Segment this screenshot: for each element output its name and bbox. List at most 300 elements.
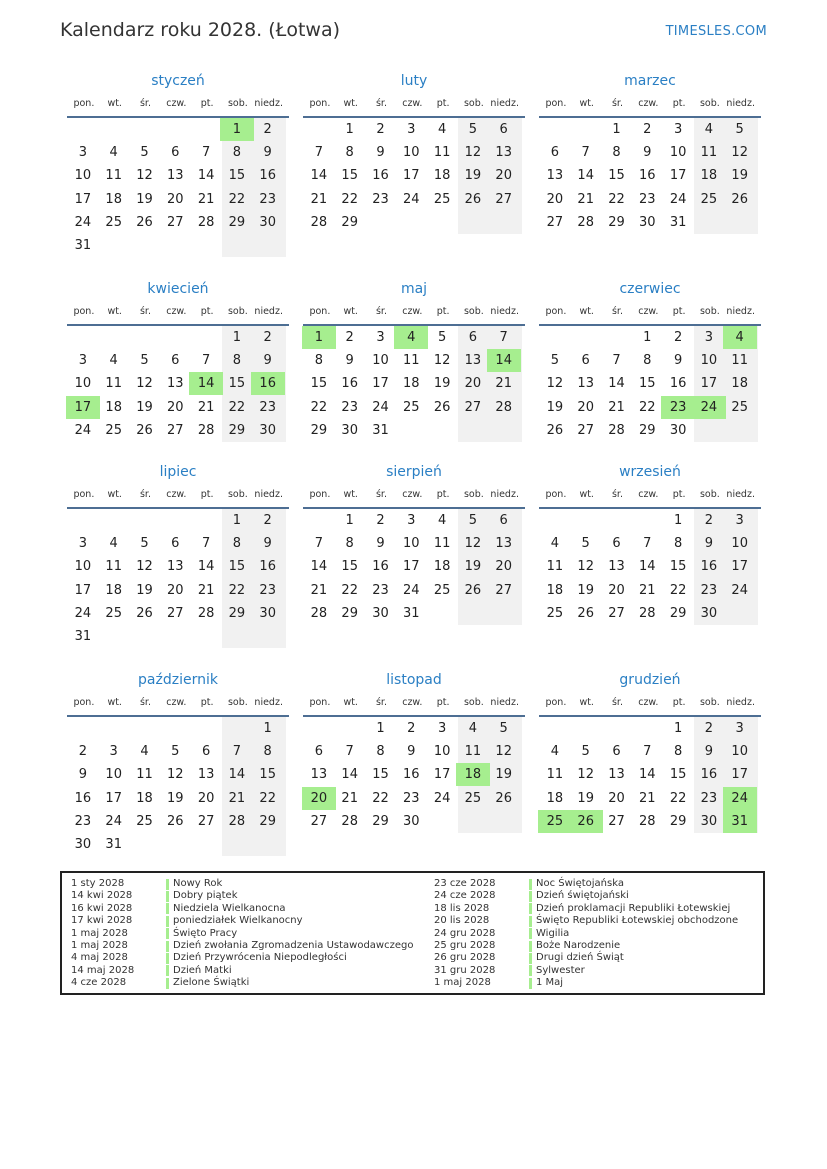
day-cell[interactable]: 21 — [495, 376, 512, 392]
day-cell[interactable]: 22 — [310, 399, 328, 415]
day-cell[interactable]: 18 — [731, 376, 748, 392]
day-cell[interactable]: 1 — [232, 513, 242, 528]
day-cell[interactable]: 12 — [167, 767, 184, 783]
day-cell[interactable]: 6 — [612, 744, 621, 760]
day-cell[interactable]: 7 — [643, 744, 652, 760]
day-cell[interactable]: 6 — [171, 353, 180, 369]
day-cell[interactable]: 27 — [546, 214, 564, 230]
day-cell[interactable]: 19 — [136, 191, 153, 207]
day-cell[interactable]: 4 — [550, 744, 560, 760]
day-cell[interactable]: 20 — [608, 790, 625, 806]
day-cell[interactable]: 2 — [376, 513, 385, 528]
day-cell[interactable]: 11 — [403, 353, 420, 369]
day-cell[interactable]: 27 — [167, 422, 184, 438]
day-cell[interactable]: 8 — [232, 353, 242, 369]
day-cell[interactable]: 26 — [433, 399, 451, 415]
day-cell[interactable]: 30 — [259, 605, 276, 621]
day-cell[interactable]: 27 — [608, 605, 625, 621]
day-cell[interactable]: 5 — [171, 744, 180, 760]
day-cell[interactable]: 23 — [372, 191, 389, 207]
holiday-day-cell[interactable]: 17 — [66, 396, 100, 419]
day-cell[interactable]: 26 — [464, 191, 482, 207]
day-cell[interactable]: 20 — [197, 790, 215, 806]
day-cell[interactable]: 9 — [263, 353, 272, 369]
day-cell[interactable]: 20 — [167, 191, 184, 207]
day-cell[interactable]: 24 — [403, 582, 420, 598]
day-cell[interactable]: 16 — [372, 559, 389, 575]
day-cell[interactable]: 29 — [341, 214, 358, 230]
holiday-day-cell[interactable]: 14 — [189, 372, 223, 395]
day-cell[interactable]: 22 — [669, 790, 687, 806]
day-cell[interactable]: 11 — [546, 559, 564, 575]
day-cell[interactable]: 10 — [372, 353, 389, 369]
day-cell[interactable]: 24 — [731, 582, 748, 598]
day-cell[interactable]: 16 — [259, 559, 276, 575]
day-cell[interactable]: 14 — [639, 767, 656, 783]
day-cell[interactable]: 10 — [700, 353, 718, 369]
holiday-day-cell[interactable]: 20 — [302, 787, 336, 810]
day-cell[interactable]: 9 — [263, 145, 272, 161]
day-cell[interactable]: 23 — [700, 582, 718, 598]
day-cell[interactable]: 20 — [495, 559, 512, 575]
day-cell[interactable]: 1 — [345, 122, 354, 137]
day-cell[interactable]: 28 — [197, 422, 215, 438]
day-cell[interactable]: 17 — [669, 168, 687, 184]
day-cell[interactable]: 28 — [197, 605, 215, 621]
day-cell[interactable]: 7 — [499, 330, 508, 345]
day-cell[interactable]: 30 — [700, 605, 718, 621]
day-cell[interactable]: 23 — [74, 813, 92, 829]
day-cell[interactable]: 11 — [433, 145, 451, 161]
day-cell[interactable]: 30 — [403, 813, 420, 829]
day-cell[interactable]: 4 — [109, 353, 118, 369]
day-cell[interactable]: 7 — [345, 744, 354, 760]
day-cell[interactable]: 25 — [433, 582, 451, 598]
day-cell[interactable]: 1 — [232, 330, 242, 345]
day-cell[interactable]: 19 — [433, 376, 451, 392]
day-cell[interactable]: 8 — [345, 536, 354, 552]
day-cell[interactable]: 15 — [372, 767, 389, 783]
day-cell[interactable]: 2 — [263, 122, 272, 137]
day-cell[interactable]: 19 — [577, 790, 594, 806]
day-cell[interactable]: 17 — [74, 191, 92, 207]
day-cell[interactable]: 15 — [341, 559, 358, 575]
day-cell[interactable]: 31 — [74, 629, 92, 644]
day-cell[interactable]: 9 — [673, 353, 683, 369]
day-cell[interactable]: 10 — [731, 536, 748, 552]
day-cell[interactable]: 3 — [78, 536, 88, 552]
day-cell[interactable]: 1 — [673, 721, 683, 736]
holiday-day-cell[interactable]: 18 — [456, 763, 490, 786]
day-cell[interactable]: 20 — [167, 399, 184, 415]
day-cell[interactable]: 9 — [643, 145, 652, 161]
day-cell[interactable]: 19 — [167, 790, 184, 806]
day-cell[interactable]: 20 — [167, 582, 184, 598]
day-cell[interactable]: 5 — [437, 330, 447, 345]
day-cell[interactable]: 29 — [608, 214, 625, 230]
day-cell[interactable]: 15 — [341, 168, 358, 184]
day-cell[interactable]: 11 — [105, 376, 122, 392]
day-cell[interactable]: 19 — [136, 582, 153, 598]
day-cell[interactable]: 30 — [372, 605, 389, 621]
day-cell[interactable]: 3 — [376, 330, 385, 345]
day-cell[interactable]: 4 — [140, 744, 149, 760]
day-cell[interactable]: 5 — [140, 353, 149, 369]
holiday-day-cell[interactable]: 23 — [661, 396, 695, 419]
day-cell[interactable]: 16 — [372, 168, 389, 184]
day-cell[interactable]: 16 — [700, 767, 718, 783]
day-cell[interactable]: 8 — [673, 744, 683, 760]
day-cell[interactable]: 16 — [639, 168, 656, 184]
day-cell[interactable]: 6 — [499, 513, 508, 528]
day-cell[interactable]: 5 — [468, 513, 478, 528]
day-cell[interactable]: 5 — [581, 536, 590, 552]
day-cell[interactable]: 19 — [577, 582, 594, 598]
day-cell[interactable]: 26 — [136, 605, 153, 621]
day-cell[interactable]: 18 — [136, 790, 153, 806]
day-cell[interactable]: 3 — [407, 513, 416, 528]
day-cell[interactable]: 13 — [495, 536, 512, 552]
day-cell[interactable]: 4 — [550, 536, 560, 552]
day-cell[interactable]: 2 — [376, 122, 385, 137]
day-cell[interactable]: 14 — [608, 376, 625, 392]
day-cell[interactable]: 13 — [167, 168, 184, 184]
day-cell[interactable]: 5 — [140, 145, 149, 161]
day-cell[interactable]: 3 — [704, 330, 714, 345]
day-cell[interactable]: 11 — [136, 767, 153, 783]
day-cell[interactable]: 13 — [167, 376, 184, 392]
day-cell[interactable]: 21 — [341, 790, 358, 806]
day-cell[interactable]: 3 — [735, 513, 744, 528]
day-cell[interactable]: 10 — [74, 559, 92, 575]
day-cell[interactable]: 23 — [639, 191, 656, 207]
day-cell[interactable]: 30 — [341, 422, 358, 438]
day-cell[interactable]: 24 — [433, 790, 451, 806]
day-cell[interactable]: 23 — [341, 399, 358, 415]
day-cell[interactable]: 11 — [731, 353, 748, 369]
day-cell[interactable]: 6 — [581, 353, 590, 369]
day-cell[interactable]: 7 — [232, 744, 242, 760]
day-cell[interactable]: 31 — [372, 422, 389, 438]
day-cell[interactable]: 23 — [259, 191, 276, 207]
day-cell[interactable]: 17 — [403, 559, 420, 575]
day-cell[interactable]: 2 — [263, 330, 272, 345]
day-cell[interactable]: 24 — [74, 422, 92, 438]
day-cell[interactable]: 1 — [612, 122, 621, 137]
day-cell[interactable]: 10 — [433, 744, 451, 760]
day-cell[interactable]: 11 — [700, 145, 718, 161]
day-cell[interactable]: 10 — [403, 145, 420, 161]
day-cell[interactable]: 19 — [136, 399, 153, 415]
day-cell[interactable]: 29 — [228, 605, 246, 621]
day-cell[interactable]: 20 — [464, 376, 482, 392]
day-cell[interactable]: 16 — [341, 376, 358, 392]
day-cell[interactable]: 15 — [639, 376, 656, 392]
day-cell[interactable]: 30 — [74, 837, 92, 852]
day-cell[interactable]: 24 — [403, 191, 420, 207]
day-cell[interactable]: 18 — [105, 191, 122, 207]
day-cell[interactable]: 19 — [464, 168, 482, 184]
brand-logo[interactable]: TIMESLES.COM — [665, 24, 767, 39]
day-cell[interactable]: 31 — [74, 238, 92, 253]
day-cell[interactable]: 4 — [109, 536, 118, 552]
day-cell[interactable]: 12 — [546, 376, 564, 392]
day-cell[interactable]: 22 — [228, 399, 246, 415]
day-cell[interactable]: 30 — [669, 422, 687, 438]
day-cell[interactable]: 16 — [700, 559, 718, 575]
day-cell[interactable]: 7 — [201, 536, 211, 552]
day-cell[interactable]: 21 — [228, 790, 246, 806]
day-cell[interactable]: 22 — [608, 191, 625, 207]
day-cell[interactable]: 31 — [105, 837, 122, 852]
day-cell[interactable]: 12 — [433, 353, 451, 369]
day-cell[interactable]: 8 — [232, 145, 242, 161]
day-cell[interactable]: 11 — [105, 168, 122, 184]
day-cell[interactable]: 30 — [700, 813, 718, 829]
day-cell[interactable]: 30 — [639, 214, 656, 230]
day-cell[interactable]: 2 — [407, 721, 416, 736]
day-cell[interactable]: 5 — [550, 353, 560, 369]
day-cell[interactable]: 30 — [259, 214, 276, 230]
day-cell[interactable]: 28 — [310, 605, 328, 621]
holiday-day-cell[interactable]: 31 — [723, 810, 757, 833]
day-cell[interactable]: 10 — [731, 744, 748, 760]
day-cell[interactable]: 26 — [546, 422, 564, 438]
day-cell[interactable]: 7 — [201, 145, 211, 161]
day-cell[interactable]: 28 — [310, 214, 328, 230]
day-cell[interactable]: 18 — [433, 168, 451, 184]
day-cell[interactable]: 15 — [228, 168, 246, 184]
day-cell[interactable]: 2 — [643, 122, 652, 137]
day-cell[interactable]: 18 — [105, 399, 122, 415]
day-cell[interactable]: 15 — [669, 559, 687, 575]
day-cell[interactable]: 26 — [136, 422, 153, 438]
day-cell[interactable]: 9 — [263, 536, 272, 552]
day-cell[interactable]: 18 — [433, 559, 451, 575]
day-cell[interactable]: 11 — [546, 767, 564, 783]
day-cell[interactable]: 23 — [259, 399, 276, 415]
day-cell[interactable]: 22 — [259, 790, 276, 806]
day-cell[interactable]: 27 — [577, 422, 594, 438]
day-cell[interactable]: 24 — [105, 813, 122, 829]
day-cell[interactable]: 3 — [78, 353, 88, 369]
day-cell[interactable]: 15 — [669, 767, 687, 783]
day-cell[interactable]: 16 — [74, 790, 92, 806]
day-cell[interactable]: 2 — [345, 330, 354, 345]
day-cell[interactable]: 2 — [673, 330, 683, 345]
day-cell[interactable]: 14 — [197, 559, 215, 575]
day-cell[interactable]: 4 — [109, 145, 118, 161]
day-cell[interactable]: 12 — [136, 168, 153, 184]
holiday-day-cell[interactable]: 14 — [487, 349, 521, 372]
day-cell[interactable]: 17 — [700, 376, 718, 392]
day-cell[interactable]: 17 — [433, 767, 451, 783]
day-cell[interactable]: 3 — [109, 744, 118, 760]
day-cell[interactable]: 29 — [639, 422, 656, 438]
day-cell[interactable]: 29 — [259, 813, 276, 829]
day-cell[interactable]: 21 — [197, 582, 215, 598]
day-cell[interactable]: 27 — [495, 582, 512, 598]
day-cell[interactable]: 23 — [372, 582, 389, 598]
day-cell[interactable]: 27 — [495, 191, 512, 207]
day-cell[interactable]: 22 — [341, 191, 358, 207]
day-cell[interactable]: 9 — [345, 353, 354, 369]
day-cell[interactable]: 5 — [468, 122, 478, 137]
day-cell[interactable]: 23 — [700, 790, 718, 806]
day-cell[interactable]: 22 — [372, 790, 389, 806]
day-cell[interactable]: 14 — [228, 767, 246, 783]
day-cell[interactable]: 24 — [74, 605, 92, 621]
day-cell[interactable]: 5 — [499, 721, 508, 736]
day-cell[interactable]: 4 — [468, 721, 478, 736]
day-cell[interactable]: 20 — [608, 582, 625, 598]
day-cell[interactable]: 24 — [74, 214, 92, 230]
day-cell[interactable]: 25 — [731, 399, 748, 415]
day-cell[interactable]: 6 — [171, 536, 180, 552]
day-cell[interactable]: 6 — [314, 744, 324, 760]
day-cell[interactable]: 17 — [74, 582, 92, 598]
day-cell[interactable]: 8 — [314, 353, 324, 369]
day-cell[interactable]: 15 — [228, 559, 246, 575]
day-cell[interactable]: 25 — [403, 399, 420, 415]
day-cell[interactable]: 17 — [731, 767, 748, 783]
day-cell[interactable]: 3 — [78, 145, 88, 161]
day-cell[interactable]: 21 — [197, 191, 215, 207]
day-cell[interactable]: 26 — [136, 214, 153, 230]
day-cell[interactable]: 15 — [310, 376, 328, 392]
day-cell[interactable]: 21 — [310, 582, 328, 598]
holiday-day-cell[interactable]: 16 — [251, 372, 285, 395]
day-cell[interactable]: 27 — [167, 214, 184, 230]
holiday-day-cell[interactable]: 24 — [692, 396, 726, 419]
day-cell[interactable]: 20 — [495, 168, 512, 184]
day-cell[interactable]: 18 — [546, 790, 564, 806]
day-cell[interactable]: 20 — [577, 399, 594, 415]
day-cell[interactable]: 5 — [735, 122, 744, 137]
day-cell[interactable]: 10 — [403, 536, 420, 552]
day-cell[interactable]: 10 — [105, 767, 122, 783]
day-cell[interactable]: 15 — [608, 168, 625, 184]
day-cell[interactable]: 13 — [167, 559, 184, 575]
day-cell[interactable]: 28 — [495, 399, 512, 415]
day-cell[interactable]: 6 — [468, 330, 478, 345]
day-cell[interactable]: 18 — [105, 582, 122, 598]
day-cell[interactable]: 26 — [464, 582, 482, 598]
day-cell[interactable]: 26 — [731, 191, 748, 207]
day-cell[interactable]: 13 — [197, 767, 215, 783]
day-cell[interactable]: 7 — [581, 145, 590, 161]
day-cell[interactable]: 29 — [228, 214, 246, 230]
day-cell[interactable]: 29 — [341, 605, 358, 621]
day-cell[interactable]: 25 — [700, 191, 718, 207]
day-cell[interactable]: 12 — [136, 559, 153, 575]
day-cell[interactable]: 21 — [639, 582, 656, 598]
day-cell[interactable]: 17 — [372, 376, 389, 392]
day-cell[interactable]: 29 — [372, 813, 389, 829]
day-cell[interactable]: 10 — [74, 376, 92, 392]
day-cell[interactable]: 14 — [577, 168, 594, 184]
holiday-day-cell[interactable]: 1 — [302, 326, 336, 349]
day-cell[interactable]: 12 — [464, 536, 482, 552]
day-cell[interactable]: 2 — [704, 721, 714, 736]
day-cell[interactable]: 27 — [310, 813, 328, 829]
day-cell[interactable]: 26 — [577, 605, 594, 621]
day-cell[interactable]: 9 — [78, 767, 88, 783]
day-cell[interactable]: 26 — [495, 790, 512, 806]
day-cell[interactable]: 9 — [704, 744, 714, 760]
day-cell[interactable]: 7 — [612, 353, 621, 369]
day-cell[interactable]: 9 — [376, 536, 385, 552]
day-cell[interactable]: 28 — [639, 605, 656, 621]
day-cell[interactable]: 13 — [608, 559, 625, 575]
day-cell[interactable]: 11 — [464, 744, 482, 760]
day-cell[interactable]: 21 — [310, 191, 328, 207]
day-cell[interactable]: 29 — [669, 813, 687, 829]
day-cell[interactable]: 7 — [643, 536, 652, 552]
day-cell[interactable]: 21 — [639, 790, 656, 806]
day-cell[interactable]: 21 — [197, 399, 215, 415]
day-cell[interactable]: 23 — [403, 790, 420, 806]
day-cell[interactable]: 28 — [197, 214, 215, 230]
day-cell[interactable]: 28 — [341, 813, 358, 829]
day-cell[interactable]: 8 — [345, 145, 354, 161]
day-cell[interactable]: 17 — [403, 168, 420, 184]
day-cell[interactable]: 25 — [464, 790, 482, 806]
day-cell[interactable]: 10 — [669, 145, 687, 161]
day-cell[interactable]: 21 — [608, 399, 625, 415]
day-cell[interactable]: 22 — [228, 582, 246, 598]
day-cell[interactable]: 19 — [731, 168, 748, 184]
day-cell[interactable]: 24 — [372, 399, 389, 415]
day-cell[interactable]: 27 — [464, 399, 482, 415]
day-cell[interactable]: 1 — [643, 330, 652, 345]
day-cell[interactable]: 3 — [735, 721, 744, 736]
day-cell[interactable]: 12 — [495, 744, 512, 760]
day-cell[interactable]: 12 — [731, 145, 748, 161]
day-cell[interactable]: 13 — [464, 353, 482, 369]
day-cell[interactable]: 19 — [495, 767, 512, 783]
day-cell[interactable]: 1 — [376, 721, 385, 736]
day-cell[interactable]: 30 — [259, 422, 276, 438]
day-cell[interactable]: 13 — [608, 767, 625, 783]
day-cell[interactable]: 19 — [546, 399, 564, 415]
day-cell[interactable]: 8 — [232, 536, 242, 552]
day-cell[interactable]: 1 — [673, 513, 683, 528]
day-cell[interactable]: 29 — [669, 605, 687, 621]
day-cell[interactable]: 24 — [669, 191, 687, 207]
holiday-day-cell[interactable]: 4 — [394, 326, 428, 349]
day-cell[interactable]: 17 — [731, 559, 748, 575]
day-cell[interactable]: 20 — [546, 191, 564, 207]
day-cell[interactable]: 12 — [464, 145, 482, 161]
day-cell[interactable]: 14 — [639, 559, 656, 575]
day-cell[interactable]: 8 — [643, 353, 652, 369]
day-cell[interactable]: 18 — [546, 582, 564, 598]
day-cell[interactable]: 12 — [577, 767, 594, 783]
day-cell[interactable]: 22 — [341, 582, 358, 598]
holiday-day-cell[interactable]: 1 — [220, 118, 254, 141]
day-cell[interactable]: 12 — [136, 376, 153, 392]
day-cell[interactable]: 16 — [669, 376, 687, 392]
day-cell[interactable]: 7 — [201, 353, 211, 369]
day-cell[interactable]: 13 — [577, 376, 594, 392]
day-cell[interactable]: 13 — [310, 767, 328, 783]
day-cell[interactable]: 8 — [612, 145, 621, 161]
day-cell[interactable]: 18 — [403, 376, 420, 392]
day-cell[interactable]: 6 — [201, 744, 211, 760]
day-cell[interactable]: 2 — [704, 513, 714, 528]
day-cell[interactable]: 25 — [105, 605, 122, 621]
